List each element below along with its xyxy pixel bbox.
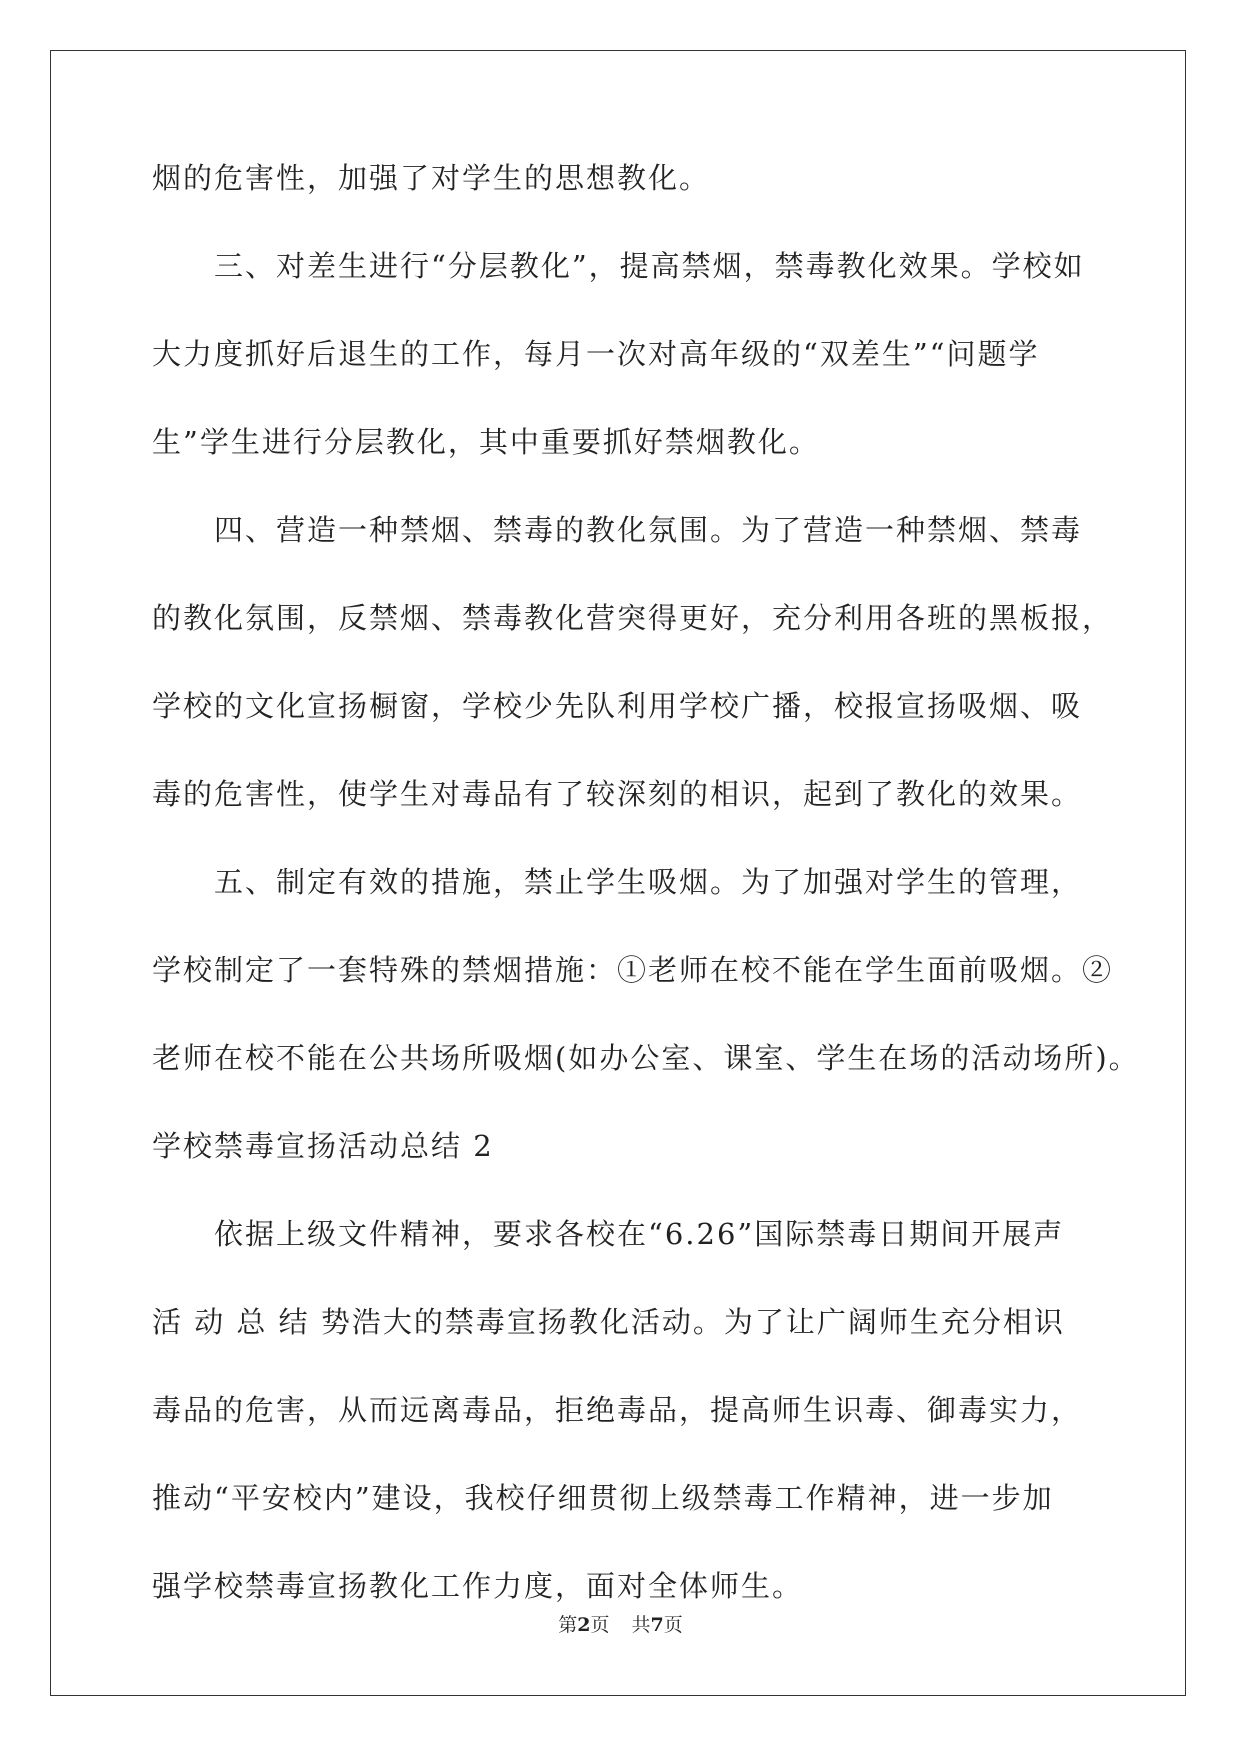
total-label-prefix: 共 bbox=[631, 1614, 651, 1636]
text-line: 活 动 总 结 势浩大的禁毒宣扬教化活动。为了让广阔师生充分相识 bbox=[152, 1305, 1065, 1339]
text-line: 推动“平安校内”建设，我校仔细贯彻上级禁毒工作精神，进一步加 bbox=[152, 1481, 1054, 1515]
text-line: 老师在校不能在公共场所吸烟(如办公室、课室、学生在场的活动场所)。 bbox=[152, 1041, 1140, 1075]
page-label-prefix: 第 bbox=[558, 1614, 578, 1636]
text-line: 毒品的危害，从而远离毒品，拒绝毒品，提高师生识毒、御毒实力， bbox=[152, 1393, 1083, 1427]
text-line: 强学校禁毒宣扬教化工作力度，面对全体师生。 bbox=[152, 1569, 804, 1603]
text-line: 学校制定了一套特殊的禁烟措施：①老师在校不能在学生面前吸烟。② bbox=[152, 953, 1114, 987]
text-line: 依据上级文件精神，要求各校在“6.26”国际禁毒日期间开展声 bbox=[214, 1217, 1065, 1251]
page-label-suffix: 页 bbox=[590, 1614, 610, 1636]
text-line: 学校的文化宣扬橱窗，学校少先队利用学校广播，校报宣扬吸烟、吸 bbox=[152, 689, 1083, 723]
text-line: 五、制定有效的措施，禁止学生吸烟。为了加强对学生的管理， bbox=[214, 865, 1083, 899]
text-line: 四、营造一种禁烟、禁毒的教化氛围。为了营造一种禁烟、禁毒 bbox=[214, 513, 1083, 547]
text-line: 毒的危害性，使学生对毒品有了较深刻的相识，起到了教化的效果。 bbox=[152, 777, 1083, 811]
page-number: 2 bbox=[577, 1614, 591, 1636]
page-footer bbox=[0, 1610, 1241, 1637]
text-line: 烟的危害性，加强了对学生的思想教化。 bbox=[152, 161, 711, 195]
total-pages: 7 bbox=[650, 1614, 664, 1636]
text-line: 的教化氛围，反禁烟、禁毒教化营突得更好，充分利用各班的黑板报， bbox=[152, 601, 1114, 635]
section-heading: 学校禁毒宣扬活动总结 2 bbox=[152, 1129, 494, 1163]
document-body bbox=[152, 158, 1140, 1654]
text-line: 三、对差生进行“分层教化”，提高禁烟，禁毒教化效果。学校如 bbox=[214, 249, 1085, 283]
total-label-suffix: 页 bbox=[663, 1614, 683, 1636]
text-line: 生”学生进行分层教化，其中重要抓好禁烟教化。 bbox=[152, 425, 820, 459]
text-line: 大力度抓好后退生的工作，每月一次对高年级的“双差生”“问题学 bbox=[152, 337, 1040, 371]
